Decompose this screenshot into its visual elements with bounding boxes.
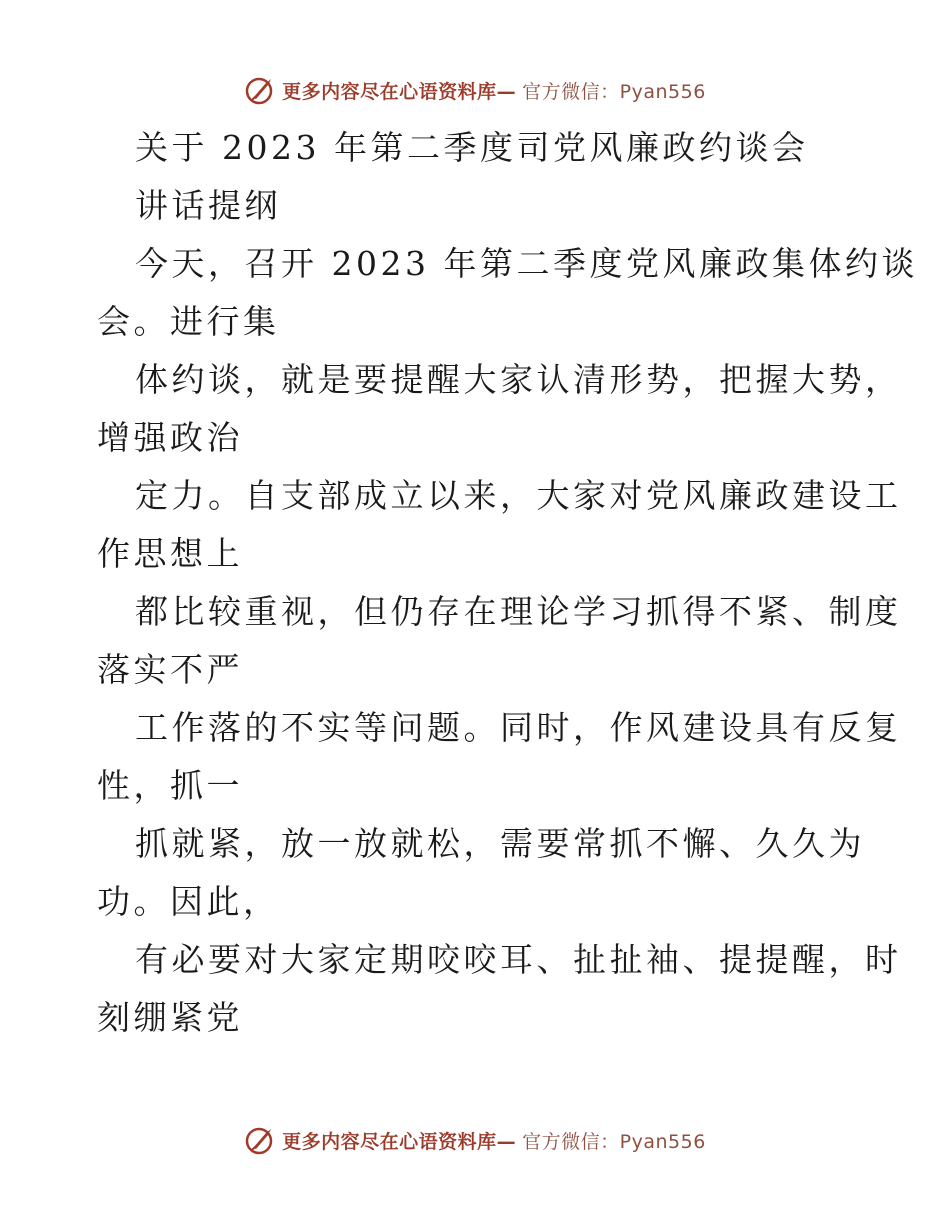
paragraph-line: 增强政治 xyxy=(97,418,243,457)
paragraph-line: 落实不严 xyxy=(97,650,243,689)
document-title-line-2: 讲话提纲 xyxy=(135,186,281,225)
paragraph-line: 体约谈，就是要提醒大家认清形势，把握大势， xyxy=(135,360,902,399)
quill-pen-logo-icon xyxy=(244,74,276,106)
paragraph-line: 有必要对大家定期咬咬耳、扯扯袖、提提醒，时 xyxy=(135,940,902,979)
paragraph-line: 定力。自支部成立以来，大家对党风廉政建设工 xyxy=(135,476,902,515)
paragraph-line: 工作落的不实等问题。同时，作风建设具有反复 xyxy=(135,708,902,747)
paragraph-line: 抓就紧，放一放就松，需要常抓不懈、久久为 xyxy=(135,824,865,863)
document-title-line-1: 关于 2023 年第二季度司党风廉政约谈会 xyxy=(135,128,809,167)
paragraph-line: 今天，召开 2023 年第二季度党风廉政集体约谈 xyxy=(135,244,918,283)
paragraph-line: 刻绷紧党 xyxy=(97,998,243,1037)
paragraph-line: 都比较重视，但仍存在理论学习抓得不紧、制度 xyxy=(135,592,902,631)
top-watermark-banner xyxy=(0,70,950,110)
paragraph-line: 功。因此， xyxy=(97,882,280,921)
watermark-text: 更多内容尽在心语资料库— xyxy=(282,1130,517,1153)
watermark-text: 更多内容尽在心语资料库— xyxy=(282,80,517,103)
paragraph-line: 性，抓一 xyxy=(97,766,243,805)
watermark-wechat: 官方微信：Pyan556 xyxy=(522,80,706,103)
paragraph-line: 会。进行集 xyxy=(97,302,280,341)
paragraph-line: 作思想上 xyxy=(97,534,243,573)
quill-pen-logo-icon xyxy=(244,1124,276,1156)
watermark-wechat: 官方微信：Pyan556 xyxy=(522,1130,706,1153)
bottom-watermark-banner xyxy=(0,1120,950,1160)
